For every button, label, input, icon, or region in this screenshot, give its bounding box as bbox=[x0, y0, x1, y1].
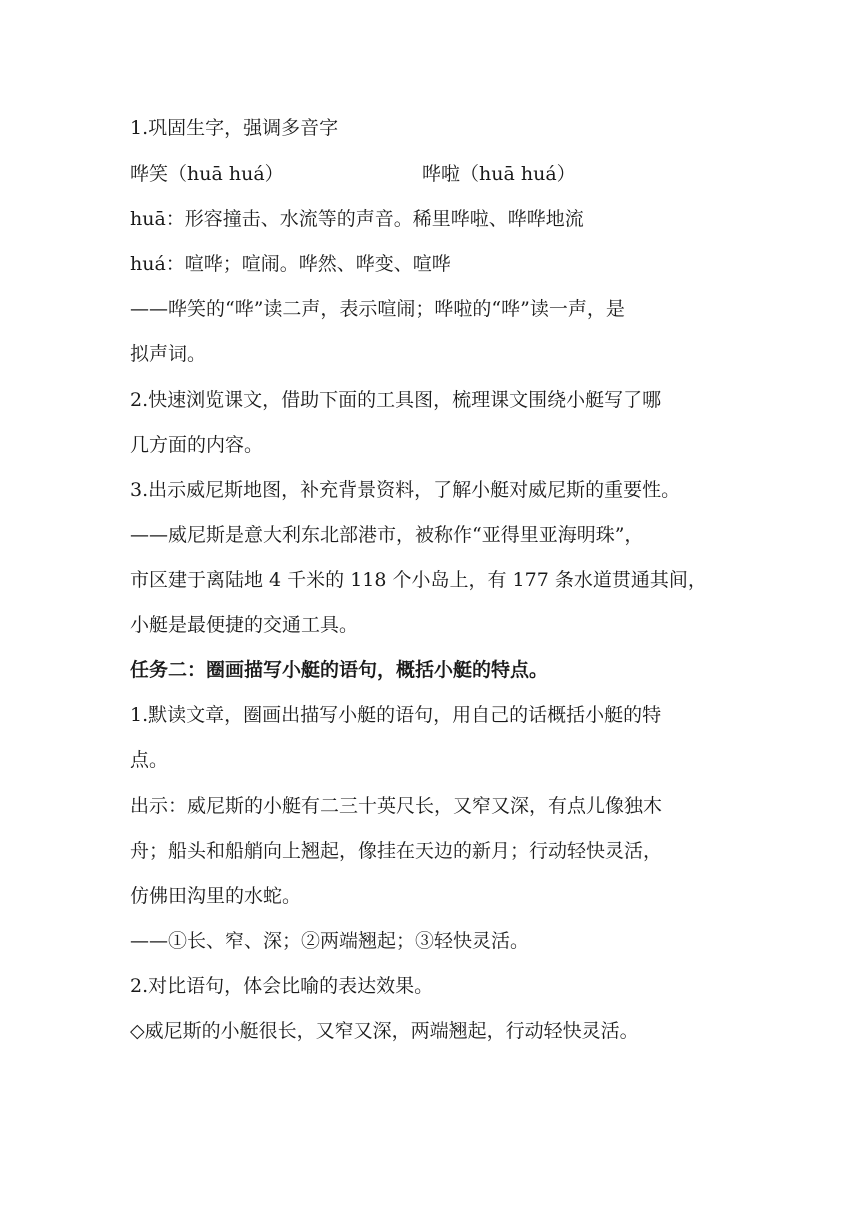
item-1-heading: 1.巩固生字，强调多音字 bbox=[130, 117, 339, 139]
item-2-line-2: 几方面的内容。 bbox=[130, 434, 264, 456]
explanation-line-1: ——哗笑的“哗”读二声，表示喧闹；哗啦的“哗”读一声，是 bbox=[130, 298, 625, 320]
task-2-item-1-line-2: 点。 bbox=[130, 749, 169, 771]
item-2-line-1: 2.快速浏览课文，借助下面的工具图，梳理课文围绕小艇写了哪 bbox=[130, 389, 662, 411]
venice-note-line-1: ——威尼斯是意大利东北部港市，被称作“亚得里亚海明珠”， bbox=[130, 524, 644, 546]
venice-note-line-2: 市区建于离陆地 4 千米的 118 个小岛上，有 177 条水道贯通其间， bbox=[130, 569, 707, 591]
summary-line: ——①长、窄、深；②两端翘起；③轻快灵活。 bbox=[130, 930, 530, 952]
item-3-line-1: 3.出示威尼斯地图，补充背景资料，了解小艇对威尼斯的重要性。 bbox=[130, 479, 681, 501]
quote-line-1: 出示：威尼斯的小艇有二三十英尺长，又窄又深，有点儿像独木 bbox=[130, 795, 663, 817]
pinyin-huaxiao: 哗笑（huā huá） bbox=[130, 163, 284, 185]
explanation-line-2: 拟声词。 bbox=[130, 343, 207, 365]
pinyin-huala: 哗啦（huā huá） bbox=[422, 163, 576, 185]
comparison-sentence: ◇威尼斯的小艇很长，又窄又深，两端翘起，行动轻快灵活。 bbox=[130, 1020, 639, 1042]
venice-note-line-3: 小艇是最便捷的交通工具。 bbox=[130, 614, 359, 636]
hua2-definition: huá：喧哗；喧闹。哗然、哗变、喧哗 bbox=[130, 253, 451, 275]
task-2-heading: 任务二：圈画描写小艇的语句，概括小艇的特点。 bbox=[130, 659, 549, 681]
quote-line-2: 舟；船头和船艄向上翘起，像挂在天边的新月；行动轻快灵活， bbox=[130, 840, 663, 862]
hua1-definition: huā：形容撞击、水流等的声音。稀里哗啦、哗哗地流 bbox=[130, 208, 584, 230]
task-2-item-1-line-1: 1.默读文章，圈画出描写小艇的语句，用自己的话概括小艇的特 bbox=[130, 704, 662, 726]
quote-line-3: 仿佛田沟里的水蛇。 bbox=[130, 885, 302, 907]
task-2-item-2: 2.对比语句，体会比喻的表达效果。 bbox=[130, 975, 434, 997]
